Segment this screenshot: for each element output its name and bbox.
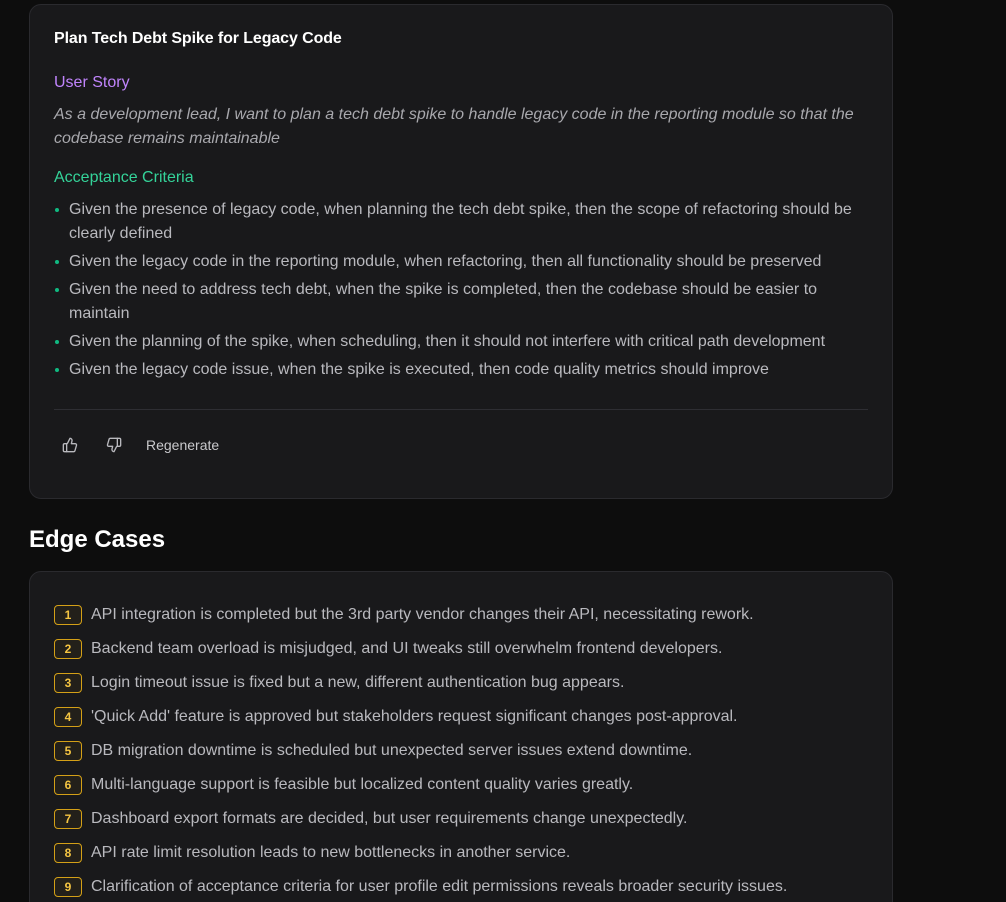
bullet-icon [55,340,59,344]
edge-case-item [54,836,868,870]
criteria-text: Given the planning of the spike, when scheduling, then it should not interfere with critical path development [69,333,826,350]
edge-case-text: Clarification of acceptance criteria for user profile edit permissions reveals broader security issues. [91,878,788,895]
criteria-text: Given the need to address tech debt, when the spike is completed, then the codebase should be easier to maintain [69,281,818,322]
criteria-item [54,330,854,354]
number-badge: 9 [54,877,82,897]
number-badge: 2 [54,639,82,659]
number-badge: 7 [54,809,82,829]
number-badge: 3 [54,673,82,693]
edge-case-text: Backend team overload is misjudged, and UI tweaks still overwhelm frontend developers. [91,640,723,657]
edge-cases-list [54,598,868,902]
acceptance-criteria-label: Acceptance Criteria [54,169,194,186]
thumbs-down-button[interactable] [98,431,130,459]
edge-case-item [54,768,868,802]
number-badge: 4 [54,707,82,727]
user-story-card [29,4,893,499]
edge-case-text: Login timeout issue is fixed but a new, different authentication bug appears. [91,674,625,691]
criteria-item [54,198,854,246]
edge-case-item [54,632,868,666]
bullet-icon [55,208,59,212]
number-badge: 5 [54,741,82,761]
story-title: Plan Tech Debt Spike for Legacy Code [54,30,342,47]
edge-case-text: Multi-language support is feasible but localized content quality varies greatly. [91,776,634,793]
edge-case-item [54,802,868,836]
thumbs-up-button[interactable] [54,431,86,459]
divider [54,409,868,410]
criteria-item [54,278,854,326]
edge-case-item [54,598,868,632]
edge-case-text: 'Quick Add' feature is approved but stakeholders request significant changes post-approval. [91,708,738,725]
feedback-actions [54,431,219,459]
criteria-text: Given the presence of legacy code, when planning the tech debt spike, then the scope of refactoring should be clearly defined [69,201,852,242]
edge-case-text: API rate limit resolution leads to new bottlenecks in another service. [91,844,571,861]
edge-case-text: Dashboard export formats are decided, but user requirements change unexpectedly. [91,810,688,827]
thumbs-up-icon [62,437,78,453]
user-story-text: As a development lead, I want to plan a tech debt spike to handle legacy code in the reporting module so that the codebase remains maintainable [54,106,854,147]
number-badge: 8 [54,843,82,863]
bullet-icon [55,260,59,264]
edge-case-item [54,870,868,902]
number-badge: 1 [54,605,82,625]
regenerate-button[interactable]: Regenerate [146,437,220,453]
edge-case-item [54,666,868,700]
user-story-label: User Story [54,74,130,91]
bullet-icon [55,288,59,292]
acceptance-criteria-list [54,198,854,382]
thumbs-down-icon [106,437,122,453]
criteria-item [54,250,854,274]
edge-case-item [54,700,868,734]
edge-cases-heading: Edge Cases [29,526,166,553]
criteria-text: Given the legacy code issue, when the spike is executed, then code quality metrics should improve [69,361,769,378]
criteria-item [54,358,854,382]
criteria-text: Given the legacy code in the reporting module, when refactoring, then all functionality should be preserved [69,253,822,270]
edge-case-item [54,734,868,768]
bullet-icon [55,368,59,372]
edge-case-text: API integration is completed but the 3rd party vendor changes their API, necessitating rework. [91,606,754,623]
edge-cases-card [29,571,893,902]
edge-case-text: DB migration downtime is scheduled but unexpected server issues extend downtime. [91,742,693,759]
number-badge: 6 [54,775,82,795]
